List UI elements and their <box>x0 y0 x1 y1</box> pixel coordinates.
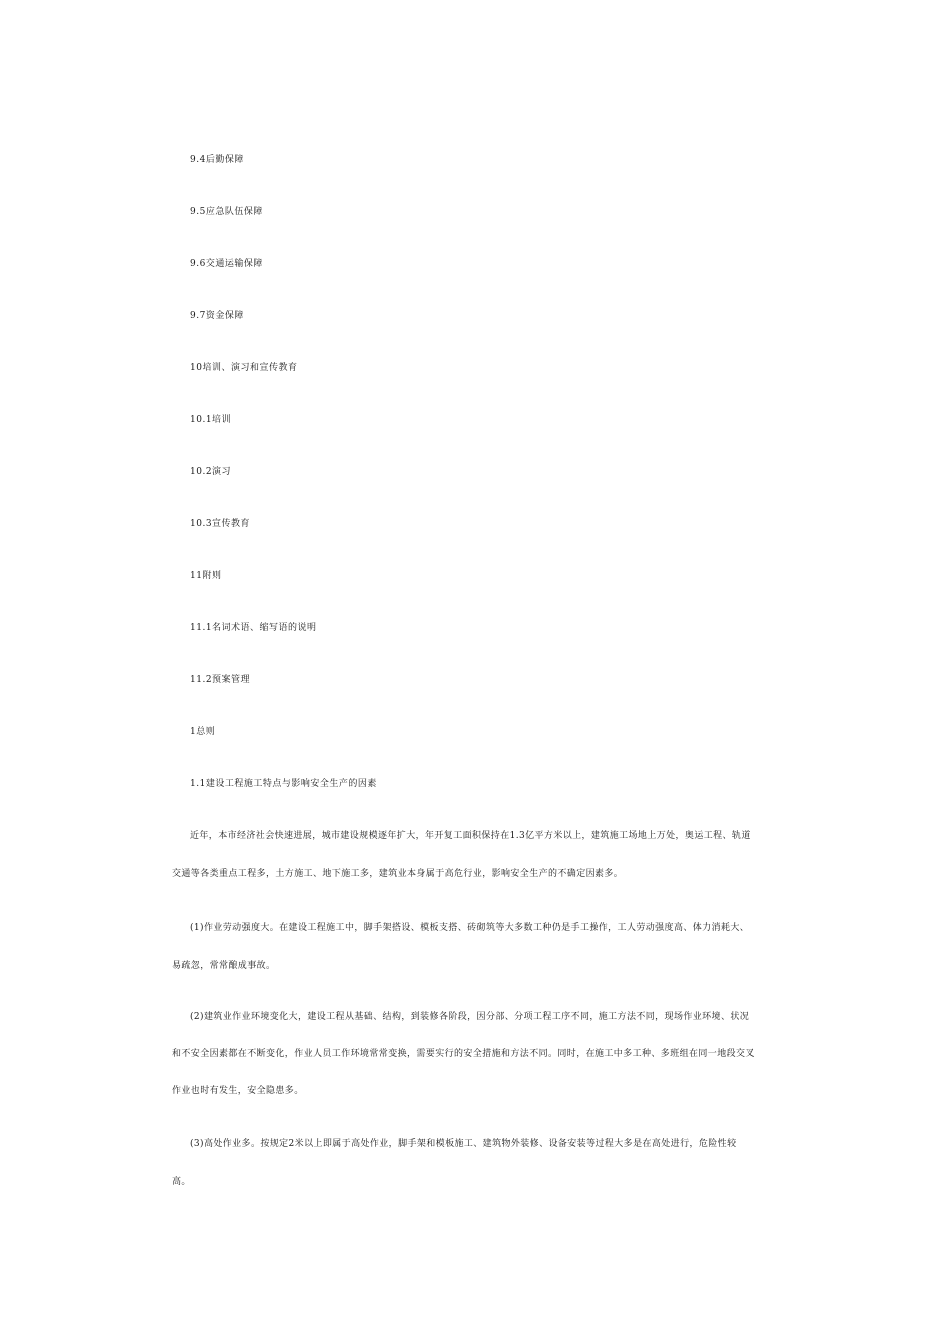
section-heading-9-7: 9.7资金保障 <box>190 311 244 321</box>
paragraph-line: 和不安全因素都在不断变化，作业人员工作环境常常变换，需要实行的安全措施和方法不同。同时，在施工中多工种、多班组在同一地段交叉 <box>172 1049 755 1059</box>
section-heading-11: 11附则 <box>190 571 222 581</box>
paragraph-line: 高。 <box>172 1177 191 1187</box>
section-heading-11-1: 11.1名词术语、缩写语的说明 <box>190 623 317 633</box>
paragraph-line: 近年，本市经济社会快速进展，城市建设规模逐年扩大，年开复工面积保持在1.3亿平方米以上，建筑施工场地上万处，奥运工程、轨道 <box>190 831 751 841</box>
section-heading-9-5: 9.5应急队伍保障 <box>190 207 263 217</box>
section-heading-10: 10培训、演习和宣传教育 <box>190 363 298 373</box>
section-heading-9-6: 9.6交通运输保障 <box>190 259 263 269</box>
section-heading-1-1: 1.1建设工程施工特点与影响安全生产的因素 <box>190 779 377 789</box>
paragraph-line: 易疏忽，常常酿成事故。 <box>172 961 276 971</box>
section-heading-9-4: 9.4后勤保障 <box>190 155 244 165</box>
paragraph-line: 作业也时有发生，安全隐患多。 <box>172 1086 304 1096</box>
section-heading-10-3: 10.3宣传教育 <box>190 519 251 529</box>
paragraph-line: (2)建筑业作业环境变化大，建设工程从基础、结构，到装修各阶段，因分部、分项工程工序不同，施工方法不同，现场作业环境、状况 <box>190 1012 750 1022</box>
section-heading-1: 1总则 <box>190 727 216 737</box>
paragraph-line: 交通等各类重点工程多，土方施工、地下施工多，建筑业本身属于高危行业，影响安全生产的不确定因素多。 <box>172 869 624 879</box>
paragraph-line: (3)高处作业多。按规定2米以上即属于高处作业，脚手架和模板施工、建筑物外装修、设备安装等过程大多是在高处进行，危险性较 <box>190 1139 737 1149</box>
section-heading-10-1: 10.1培训 <box>190 415 232 425</box>
paragraph-line: (1)作业劳动强度大。在建设工程施工中，脚手架搭设、模板支搭、砖砌筑等大多数工种仍是手工操作，工人劳动强度高、体力消耗大、 <box>190 923 750 933</box>
section-heading-11-2: 11.2预案管理 <box>190 675 251 685</box>
section-heading-10-2: 10.2演习 <box>190 467 232 477</box>
